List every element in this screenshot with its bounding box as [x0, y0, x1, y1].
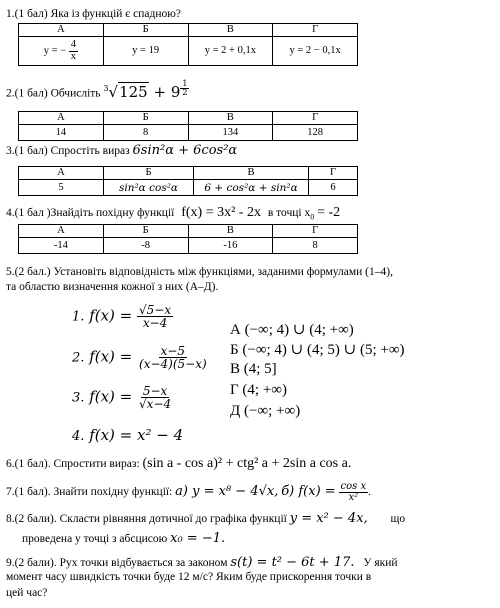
table-header: В	[188, 24, 273, 37]
table-header: Б	[103, 112, 188, 125]
answer-c: у = 2 + 0,1х	[188, 37, 273, 66]
table-header: А	[19, 225, 104, 238]
question-9-line3: цей час?	[6, 587, 48, 599]
answer-d: 128	[273, 125, 358, 141]
question-7-part-a: а) y = x⁸ − 4√x,	[175, 484, 279, 500]
domain-b: Б (−∞; 4) ∪ (4; 5) ∪ (5; +∞)	[230, 342, 405, 358]
question-9-expression: s(t) = t² − 6t + 17.	[230, 555, 355, 570]
question-6-text: 6.(1 бал). Спростити вираз: (sin a - cos a)² + ctg² a + 2sin a cos a.	[6, 456, 352, 471]
question-3-expression: 6sin²α + 6cos²α	[132, 143, 238, 158]
question-8-line1: 8.(2 бали). Скласти рівняння дотичної до графіка функції y = x² − 4x, що	[6, 511, 406, 526]
question-5-text-line1: 5.(2 бал.) Установіть відповідність між функціями, заданими формулами (1–4),	[6, 266, 393, 278]
question-4-answer-table	[18, 224, 358, 254]
answer-d: у = 2 − 0,1х	[273, 37, 358, 66]
table-header: А	[19, 112, 104, 125]
question-7-part-b: б) f(x) =	[281, 484, 336, 500]
table-header: В	[194, 167, 309, 180]
table-header: А	[19, 167, 104, 180]
question-4-expression: f(x) = 3x² - 2x	[181, 205, 261, 220]
question-9-line2: момент часу швидкість точки буде 12 м/с? Яким буде прискорення точки в	[6, 571, 372, 583]
question-9-line1: 9.(2 бали). Рух точки відбувається за законом s(t) = t² − 6t + 17. У який	[6, 555, 398, 570]
domain-a: А (−∞; 4) ∪ (4; +∞)	[230, 322, 354, 338]
domain-c: В (4; 5]	[230, 361, 277, 377]
answer-a: -14	[19, 238, 104, 254]
question-2-expression: $^3$√125 + 9 $^{\frac{1}{2}}$	[103, 79, 188, 101]
table-header: Б	[104, 167, 194, 180]
question-2-answer-table	[18, 111, 358, 141]
table-header: Г	[273, 112, 358, 125]
question-1-text: 1.(1 бал) Яка із функцій є спадною?	[6, 8, 181, 20]
table-header: Г	[273, 24, 358, 37]
question-3-text: 3.(1 бал) Спростіть вираз 6sin²α + 6cos²α	[6, 143, 238, 158]
answer-b: 8	[103, 125, 188, 141]
answer-d: 8	[273, 238, 358, 254]
function-1: 1. f(x) = $\frac{√5-x}{x-4}$	[72, 303, 172, 330]
table-header: Б	[103, 225, 188, 238]
function-2: 2. f(x) = $\frac{x-5}{(x-4)(5-x)}$	[72, 344, 207, 371]
question-6-expression: (sin a - cos a)² + ctg² a + 2sin a cos a.	[142, 456, 352, 471]
question-5-text-line2: та областю визначення кожної з них (А–Д).	[6, 281, 219, 293]
question-7-text: 7.(1 бал). Знайти похідну функції: а) y = x⁸ − 4√x, б) f(x) = $\frac{\text{cos x}}{\text{x²}}$ .	[6, 481, 371, 503]
table-header: В	[188, 112, 273, 125]
domain-d: Г (4; +∞)	[230, 382, 287, 398]
answer-c: -16	[188, 238, 273, 254]
function-4: 4. f(x) = x² − 4	[72, 426, 184, 444]
answer-c: 134	[188, 125, 273, 141]
answer-c: 6 + cos²α + sin²α	[194, 180, 309, 196]
answer-b: у = 19	[103, 37, 188, 66]
question-8-line2: проведена у точці з абсцисою x₀ = −1.	[22, 531, 226, 546]
table-header: А	[19, 24, 104, 37]
table-header: В	[188, 225, 273, 238]
table-header: Г	[273, 225, 358, 238]
question-8-expression: y = x² − 4x,	[289, 511, 368, 526]
question-2-text: 2.(1 бал) Обчисліть $^3$√125 + 9 $^{\frac{1}{2}}$	[6, 79, 188, 101]
answer-d: 6	[309, 180, 358, 196]
question-3-answer-table	[18, 166, 358, 196]
fraction: $\frac{4}{х}$	[70, 39, 76, 62]
answer-a: 14	[19, 125, 104, 141]
question-4-text: 4.(1 бал )Знайдіть похідну функції f(x) = 3x² - 2x в точці $x_0 = -2$	[6, 205, 341, 222]
table-header: Г	[309, 167, 358, 180]
answer-b: -8	[103, 238, 188, 254]
function-3: 3. f(x) = $\frac{5-x}{√x-4}$	[72, 384, 172, 411]
answer-a: 5	[19, 180, 104, 196]
domain-e: Д (−∞; +∞)	[230, 403, 301, 419]
question-1-answer-table	[18, 23, 358, 66]
answer-b: sin²α cos²α	[104, 180, 194, 196]
answer-a: у = − $\frac{4}{х}$	[19, 37, 104, 66]
table-header: Б	[103, 24, 188, 37]
